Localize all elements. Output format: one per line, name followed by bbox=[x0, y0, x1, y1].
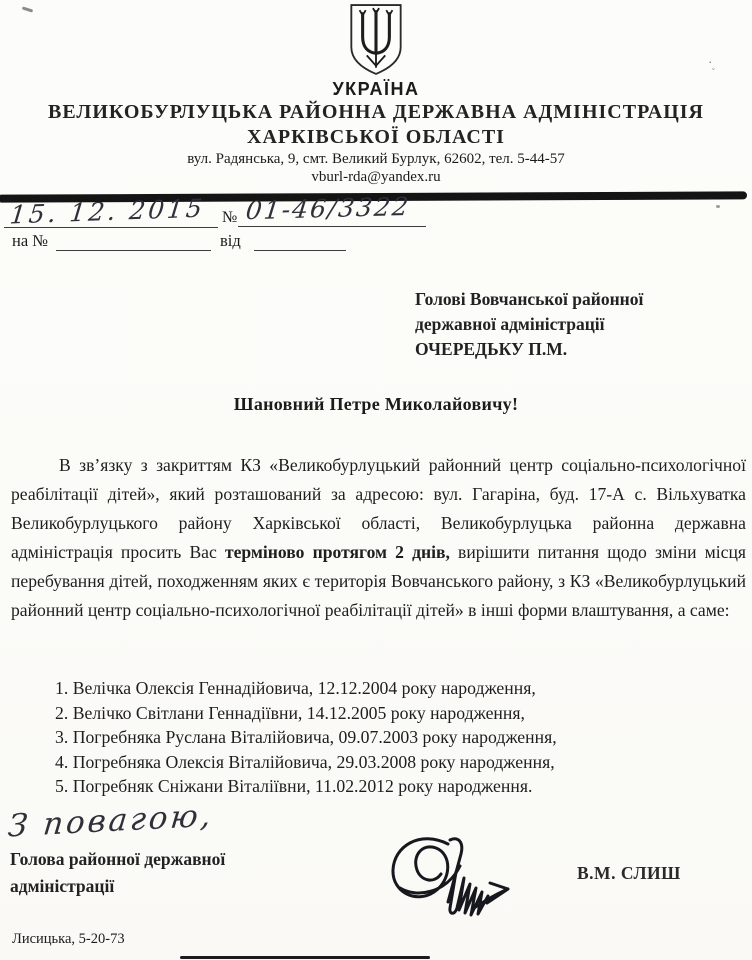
handwritten-signature-icon bbox=[386, 828, 536, 928]
handwritten-outgoing-number: 01-46/3322 bbox=[244, 191, 412, 226]
reply-number-underline bbox=[56, 250, 211, 251]
date-underline bbox=[4, 227, 218, 228]
list-item: 4. Погребняка Олексія Віталійовича, 29.03.2008 року народження, bbox=[55, 751, 555, 772]
signer-title-line1: Голова районної державної bbox=[10, 849, 226, 869]
reply-to-number-label: на № bbox=[12, 231, 49, 250]
org-name-line2: ХАРКІВСЬКОЇ ОБЛАСТІ bbox=[247, 126, 505, 148]
executor-contact: Лисицька, 5-20-73 bbox=[12, 931, 125, 947]
ukraine-trident-shield-icon bbox=[348, 3, 404, 77]
scan-artifact-bottom-line bbox=[180, 956, 430, 959]
signer-title-line2: адміністрації bbox=[10, 876, 115, 896]
body-text-after: вирішити питання щодо зміни місця перебування дітей, походженням яких є територія Вовчанського району, з КЗ «Великобурлуцький районний центр соціально-психологічної реабілітації дітей» в інші форми влаштування, а саме: bbox=[11, 542, 746, 620]
org-email: vburl-rda@yandex.ru bbox=[311, 169, 441, 185]
signer-name: В.М. СЛИШ bbox=[577, 863, 681, 883]
scan-artifact: ·˯ bbox=[706, 54, 718, 71]
body-text-urgent-bold: терміново протягом 2 днів, bbox=[224, 542, 450, 562]
recipient-line3: ОЧЕРЕДЬКУ П.М. bbox=[415, 339, 568, 359]
body-paragraph bbox=[11, 451, 746, 625]
recipient-line1: Голові Вовчанської районної bbox=[415, 289, 644, 309]
reply-from-date-label: від bbox=[220, 231, 241, 250]
salutation: Шановний Петре Миколайовичу! bbox=[233, 394, 519, 414]
number-underline bbox=[238, 226, 426, 227]
reply-date-underline bbox=[254, 250, 346, 251]
org-address: вул. Радянська, 9, смт. Великий Бурлук, 62602, тел. 5-44-57 bbox=[187, 151, 565, 167]
list-item: 2. Велічко Світлани Геннадіївни, 14.12.2005 року народження, bbox=[55, 702, 525, 723]
signer-title bbox=[10, 846, 225, 900]
children-list bbox=[55, 676, 557, 799]
recipient-block bbox=[415, 287, 643, 362]
list-item: 3. Погребняка Руслана Віталійовича, 09.07.2003 року народження, bbox=[55, 727, 557, 748]
list-item: 1. Велічка Олексія Геннадійовича, 12.12.2004 року народження, bbox=[55, 678, 536, 698]
scan-artifact bbox=[716, 205, 720, 208]
number-sign-label: № bbox=[222, 209, 238, 226]
recipient-line2: державної адміністрації bbox=[415, 314, 605, 334]
scan-artifact bbox=[22, 6, 33, 12]
handwritten-regards: З повагою, bbox=[6, 797, 216, 845]
org-name-line1: ВЕЛИКОБУРЛУЦЬКА РАЙОННА ДЕРЖАВНА АДМІНІСТРАЦІЯ bbox=[48, 101, 704, 123]
handwritten-date: 15. 12. 2015 bbox=[8, 193, 207, 230]
body-text-before: В зв’язку з закриттям КЗ «Великобурлуцький районний центр соціально-психологічної реабілітації дітей», який розташований за адресою: вул. Гагаріна, буд. 17-А с. Вільхуватка Великобурлуцького району Харківської області, Великобурлуцька районна державна адміністрація просить Вас bbox=[11, 455, 746, 562]
list-item: 5. Погребняк Сніжани Віталіївни, 11.02.2012 року народження. bbox=[55, 776, 533, 797]
country-name: УКРАЇНА bbox=[332, 79, 420, 99]
